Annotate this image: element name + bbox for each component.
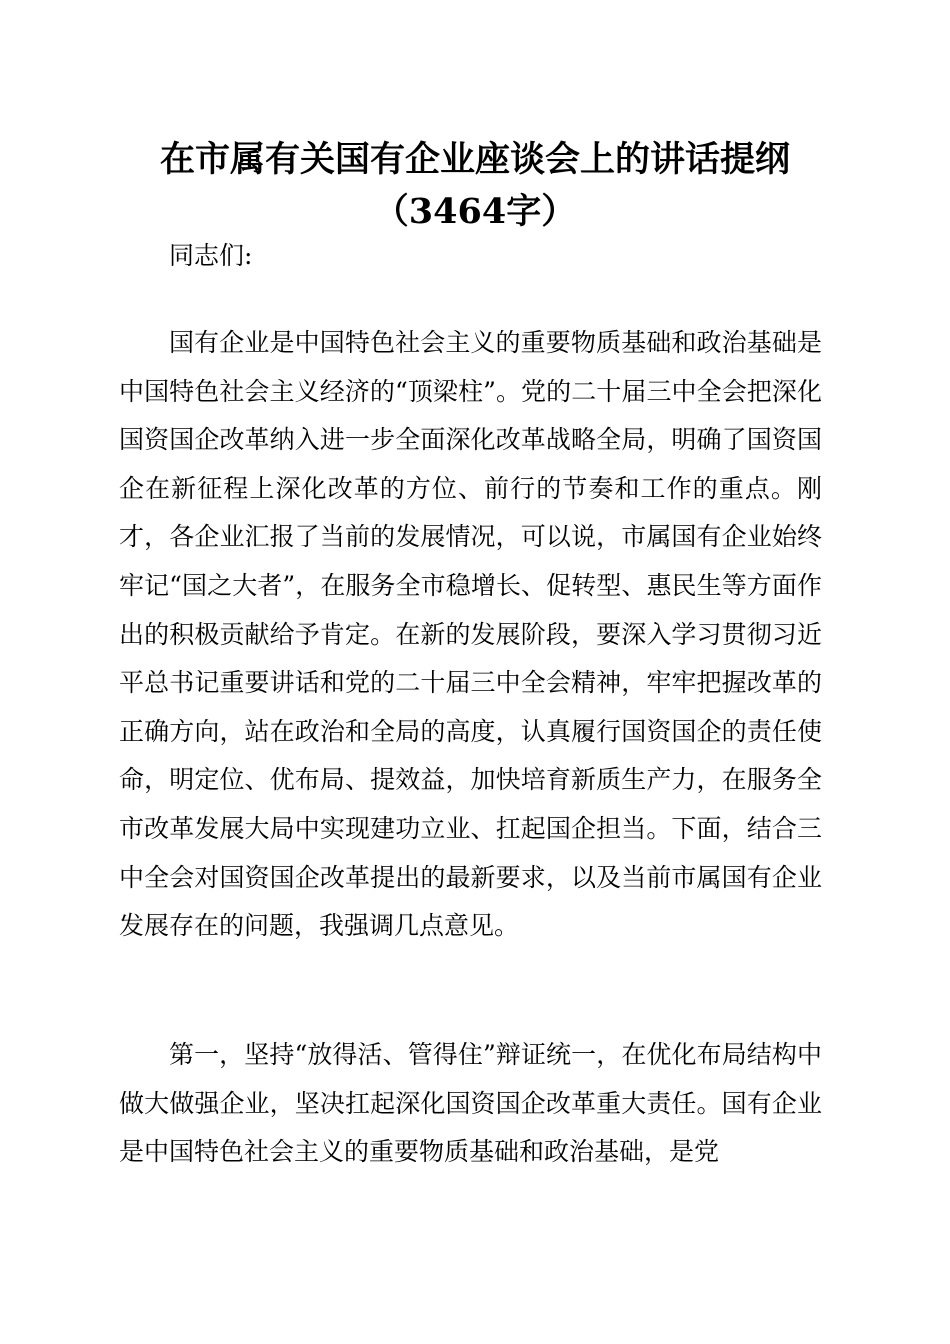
document-subtitle: （3464字） xyxy=(373,191,577,232)
salutation: 同志们: xyxy=(169,241,253,270)
document-title: 在市属有关国有企业座谈会上的讲话提纲 xyxy=(159,139,790,180)
paragraph-intro: 国有企业是中国特色社会主义的重要物质基础和政治基础是中国特色社会主义经济的“顶梁柱”。党的二十届三中全会把深化国资国企改革纳入进一步全面深化改革战略全局，明确了国资国企在新征程上深化改革的方位、前行的节奏和工作的重点。刚才，各企业汇报了当前的发展情况，可以说，市属国有企业始终牢记“国之大者”，在服务全市稳增长、促转型、惠民生等方面作出的积极贡献给予肯定。在新的发展阶段，要深入学习贯彻习近平总书记重要讲话和党的二十届三中全会精神，牢牢把握改革的正确方向，站在政治和全局的高度，认真履行国资国企的责任使命，明定位、优布局、提效益，加快培育新质生产力，在服务全市改革发展大局中实现建功立业、扛起国企担当。下面，结合三中全会对国资国企改革提出的最新要求，以及当前市属国有企业发展存在的问题，我强调几点意见。 xyxy=(119,328,822,941)
paragraph-first-point: 第一，坚持“放得活、管得住”辩证统一，在优化布局结构中做大做强企业，坚决扛起深化国资国企改革重大责任。国有企业是中国特色社会主义的重要物质基础和政治基础，是党 xyxy=(119,1040,822,1167)
